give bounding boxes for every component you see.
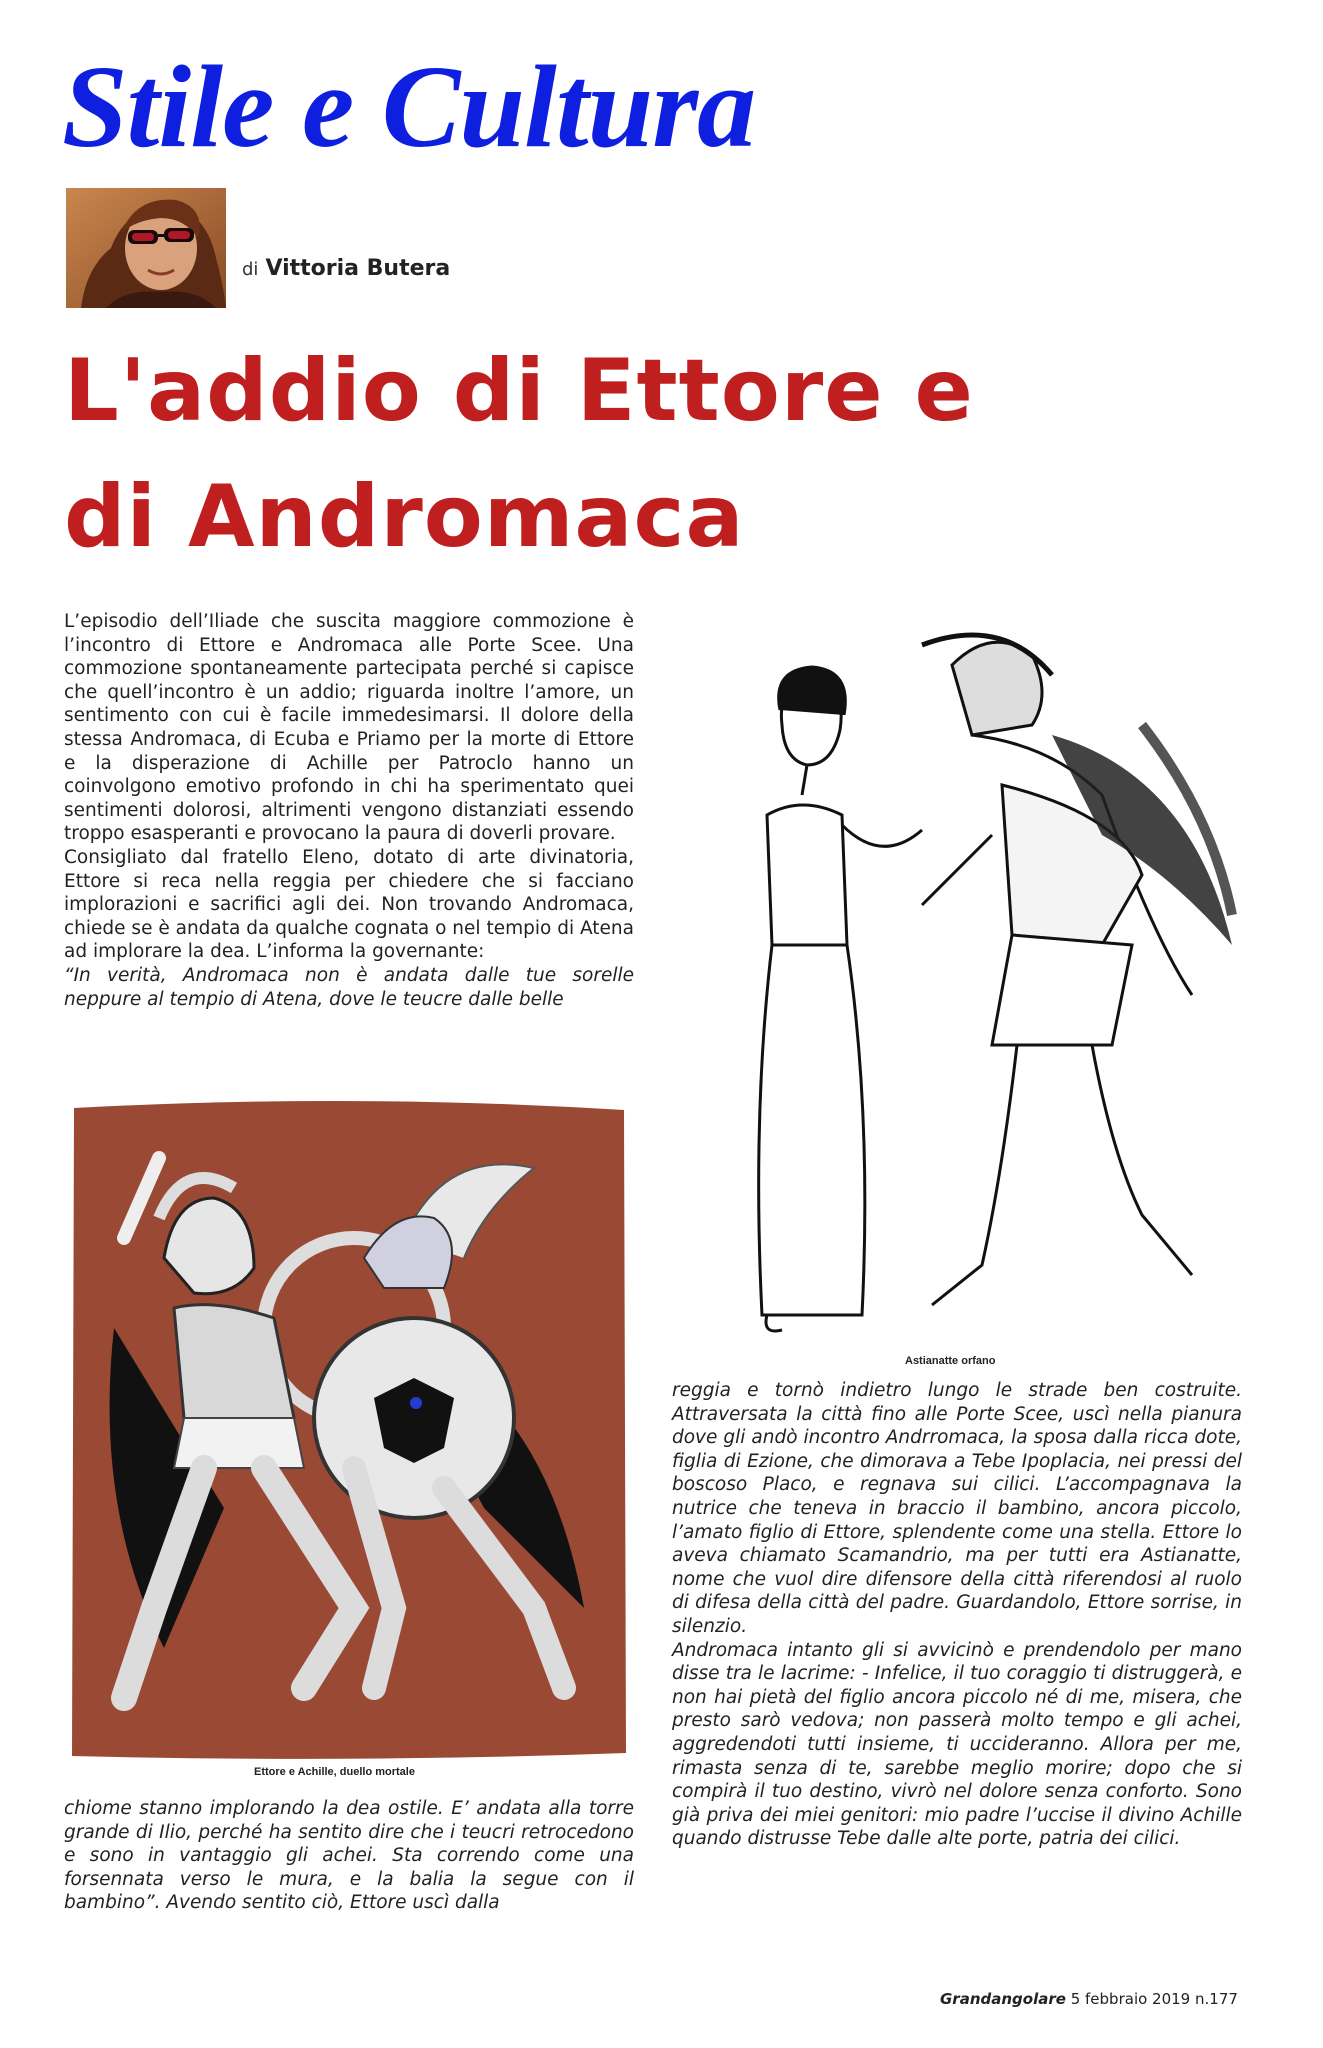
article-headline-line-2: di Andromaca [64, 467, 745, 567]
paragraph: “In verità, Andromaca non è andata dalle tue sorelle neppure al tempio di Atena, dove le teucre dalle belle [64, 964, 634, 1010]
footer-magazine: Grandangolare [940, 1990, 1066, 2008]
illustration-duel [64, 1088, 634, 1768]
page-footer [940, 1990, 1238, 2008]
byline-author: Vittoria Butera [265, 256, 451, 281]
paragraph: Consigliato dal fratello Eleno, dotato di arte divinatoria, Ettore si reca nella reggia per chiedere che si facciano implorazioni e sacrifici agli dei. Non trovando Andromaca, chiede se è andata da qualche cognata o nel tempio di Atena ad implorare la dea. L’informa la governante: [64, 846, 634, 963]
right-column [672, 1379, 1242, 1851]
illustration-farewell [672, 615, 1242, 1345]
byline [242, 256, 450, 281]
paragraph: reggia e tornò indietro lungo le strade ben costruite. Attraversata la città fino alle Porte Scee, uscì nella pianura dove gli andò incontro Andrromaca, la sposa dalla ricca dote, figlia di Ezione, che dimorava a Tebe Ipoplacia, nei pressi del boscoso Placo, e regnava sui cilici. L’accompagnava la nutrice che teneva in braccio il bambino, ancora piccolo, l’amato figlio di Ettore, splendente come una stella. Ettore lo aveva chiamato Scamandrio, ma per tutti era Astianatte, nome che vuol dire difensore della città riferendosi al ruolo di difesa della città del padre. Guardandolo, Ettore sorrise, in silenzio. [672, 1380, 1242, 1637]
caption-duel: Ettore e Achille, duello mortale [254, 1766, 415, 1778]
paragraph: chiome stanno implorando la dea ostile. E’ andata alla torre grande di Ilio, perché ha sentito dire che i teucri retrocedono e sono in vantaggio gli achei. Sta correndo come una forsennata verso le mura, e la balia la segue con il bambino”. Avendo sentito ciò, Ettore uscì dalla [64, 1798, 634, 1914]
footer-issue: 5 febbraio 2019 n.177 [1070, 1990, 1238, 2008]
paragraph: Andromaca intanto gli si avvicinò e prendendolo per mano disse tra le lacrime: - Infelice, il tuo coraggio ti distruggerà, e non hai pietà del figlio ancora piccolo né di me, misera, che presto sarò vedova; non passerà molto tempo e gli achei, aggredendoti tutti insieme, ti uccideranno. Allora per me, rimasta senza di te, sarebbe meglio morire; dopo che si compirà il tuo destino, vivrò nel dolore senza conforto. Sono già priva dei miei genitori: mio padre l’uccise il divino Achille quando distrusse Tebe dalle alte porte, patria dei cilici. [672, 1639, 1242, 1850]
left-column-top [64, 610, 634, 1011]
article-headline-line-1: L'addio di Ettore e [64, 341, 974, 441]
paragraph: L’episodio dell’Iliade che suscita maggiore commozione è l’incontro di Ettore e Andromaca alle Porte Scee. Una commozione spontaneamente partecipata perché si capisce che quell’incontro è un addio; riguarda inoltre l’amore, un sentimento con cui è facile immedesimarsi. Il dolore della stessa Andromaca, di Ecuba e Priamo per la morte di Ettore e la disperazione di Achille per Patroclo hanno un coinvolgono emotivo profondo in chi ha sperimentato quei sentimenti dolorosi, altrimenti vengono distanziati essendo troppo esasperanti e provocano la paura di doverli provare. [64, 611, 634, 845]
byline-prefix: di [242, 259, 259, 280]
masthead-title: Stile e Cultura [62, 41, 756, 172]
caption-farewell: Astianatte orfano [905, 1355, 996, 1367]
author-photo [66, 188, 226, 308]
left-column-bottom [64, 1797, 634, 1915]
